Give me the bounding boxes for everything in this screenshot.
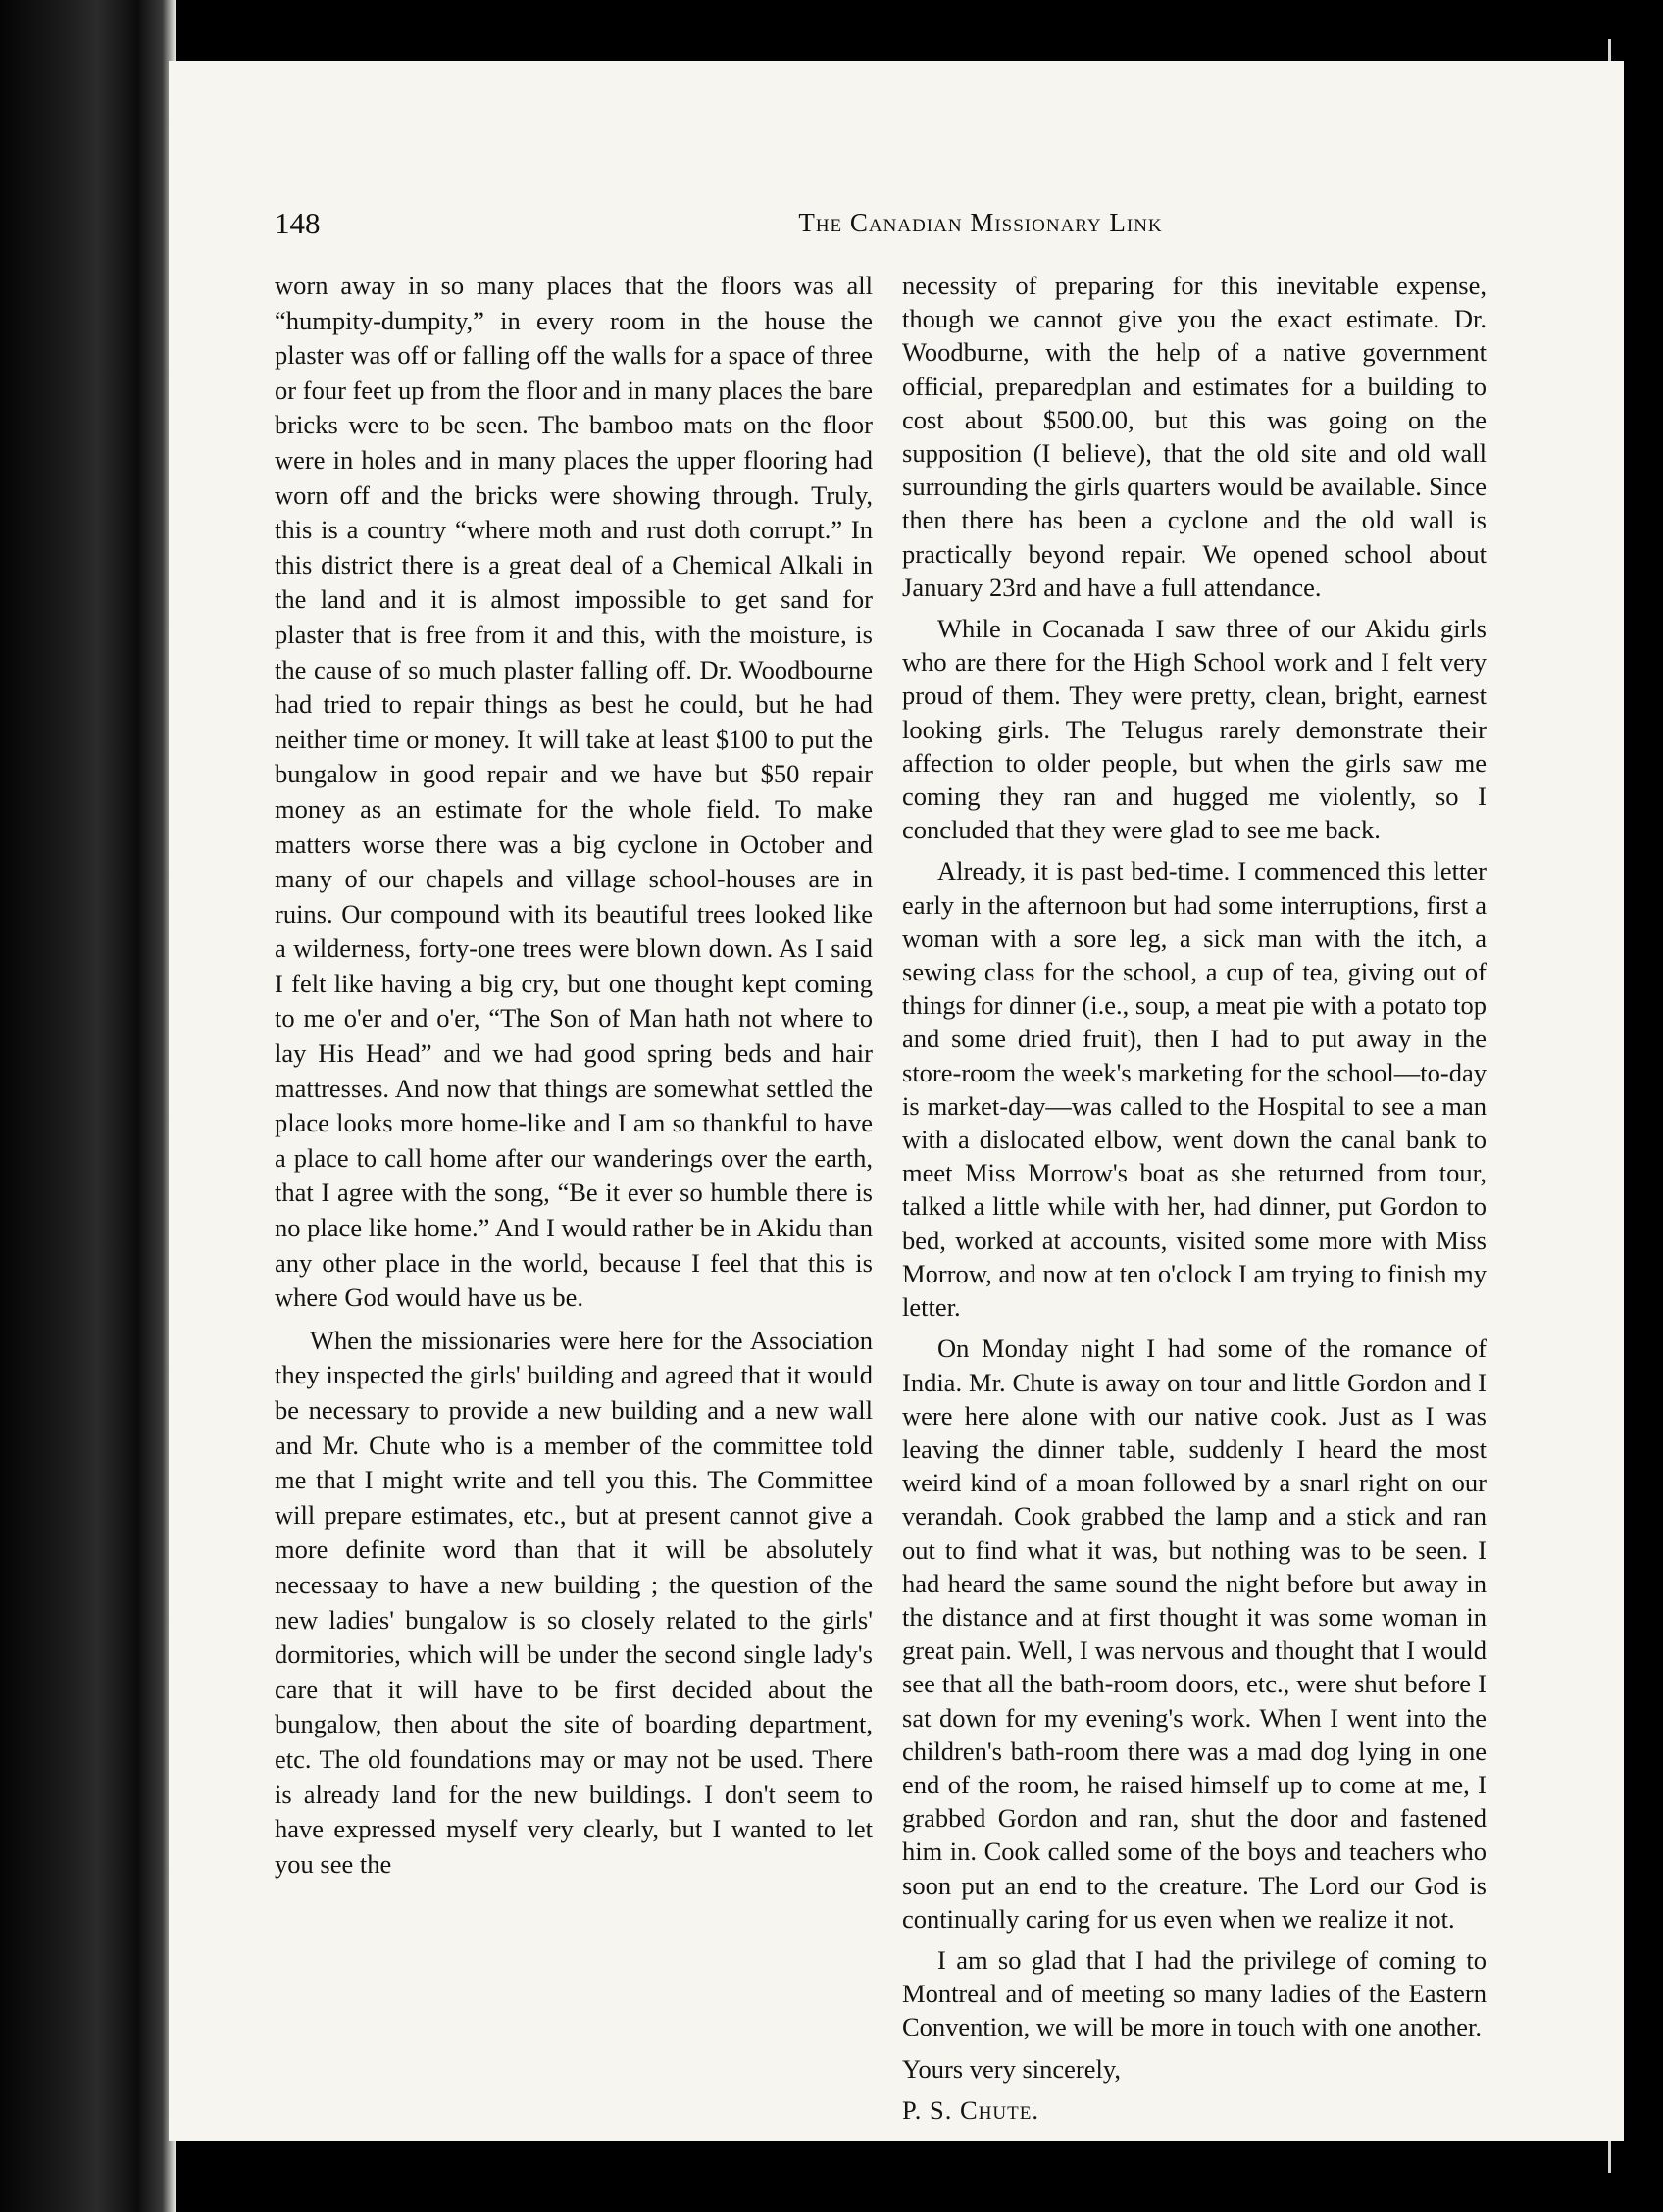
- paragraph: While in Cocanada I saw three of our Akidu girls who are there for the High School work and I felt very proud of them. They were pretty, clean, bright, earnest looking girls. The Telugus rarely demonstrate their affection to older people, but when the girls saw me coming they ran and hugged me violently, so I concluded that they were glad to see me back.: [902, 614, 1487, 845]
- paragraph: worn away in so many places that the floors was all “humpity-dumpity,” in every room in the house the plaster was off or falling off the walls for a space of three or four feet up from the floor and in many places the bare bricks were to be seen. The bamboo mats on the floor were in holes and in many places the upper flooring had worn off and the bricks were showing through. Truly, this is a country “where moth and rust doth corrupt.” In this district there is a great deal of a Chemical Alkali in the land and it is almost impossible to get sand for plaster that is free from it and this, with the moisture, is the cause of so much plaster falling off. Dr. Woodbourne had tried to repair things as best he could, but he had neither time or money. It will take at least $100 to put the bungalow in good repair and we have but $50 repair money as an estimate for the whole field. To make matters worse there was a big cyclone in October and many of our chapels and village school-houses are in ruins. Our compound with its beautiful trees looked like a wilderness, forty-one trees were blown down. As I said I felt like having a big cry, but one thought kept coming to me o'er and o'er, “The Son of Man hath not where to lay His Head” and we had good spring beds and hair mattresses. And now that things are somewhat settled the place looks more home-like and I am so thankful to have a place to call home after our wanderings over the earth, that I agree with the song, “Be it ever so humble there is no place like home.” And I would rather be in Akidu than any other place in the world, because I feel that this is where God would have us be.: [275, 271, 873, 1313]
- paragraph: When the missionaries were here for the Association they inspected the girls' building and agreed that it would be necessary to provide a new building and a new wall and Mr. Chute who is a member of the committee told me that I might write and tell you this. The Committee will prepare estimates, etc., but at present cannot give a more definite word than that it will be absolutely necessaay to have a new building ; the question of the new ladies' bungalow is so closely related to the girls' dormitories, which will be under the second single lady's care that it will have to be first decided about the bungalow, then about the site of boarding department, etc. The old foundations may or may not be used. There is already land for the new buildings. I don't seem to have expressed myself very clearly, but I wanted to let you see the: [275, 1325, 873, 1879]
- paragraph: I am so glad that I had the privilege of coming to Montreal and of meeting so many ladies of the Eastern Convention, we will be more in touch with one another.: [902, 1944, 1487, 2042]
- running-title: The Canadian Missionary Link: [798, 208, 1163, 237]
- paragraph: necessity of preparing for this inevitable expense, though we cannot give you the exact estimate. Dr. Woodburne, with the help of a native government official, preparedplan and estimates for a building to cost about $500.00, but this was going on the supposition (I believe), that the old site and old wall surrounding the girls quarters would be available. Since then there has been a cyclone and the old wall is practically beyond repair. We opened school about January 23rd and have a full attendance.: [902, 271, 1487, 602]
- scanned-page: [169, 61, 1624, 2141]
- paragraph: On Monday night I had some of the romance of India. Mr. Chute is away on tour and little Gordon and I were here alone with our native cook. Just as I was leaving the dinner table, suddenly I heard the most weird kind of a moan followed by a snarl right on our verandah. Cook grabbed the lamp and a stick and ran out to find what it was, but nothing was to be seen. I had heard the same sound the night before but away in the distance and at first thought it was some woman in great pain. Well, I was nervous and thought that I would see that all the bath-room doors, etc., were shut before I sat down for my evening's work. When I went into the children's bath-room there was a mad dog lying in one end of the room, he raised himself up to come at me, I grabbed Gordon and ran, shut the door and fastened him in. Cook called some of the boys and teachers who soon put an end to the creature. The Lord our God is continually caring for us even when we realize it not.: [902, 1333, 1487, 1934]
- right-column: [902, 269, 1487, 2135]
- letter-signature: P. S. Chute.: [902, 2094, 1039, 2125]
- letter-closing: Yours very sincerely,: [902, 2053, 1122, 2084]
- paragraph: Already, it is past bed-time. I commenced this letter early in the afternoon but had some interruptions, first a woman with a sore leg, a sick man with the itch, a sewing class for the school, a cup of tea, giving out of things for dinner (i.e., soup, a meat pie with a potato top and some dried fruit), then I had to put away in the store-room the week's marketing for the school—to-day is market-day—was called to the Hospital to see a man with a dislocated elbow, went down the canal bank to meet Miss Morrow's boat as she returned from tour, talked a little while with her, had dinner, put Gordon to bed, worked at accounts, visited some more with Miss Morrow, and now at ten o'clock I am trying to finish my letter.: [902, 856, 1487, 1323]
- page-header: [275, 206, 1638, 255]
- book-spine: [0, 0, 176, 2212]
- page-number: 148: [275, 206, 321, 240]
- left-column: [275, 269, 873, 1889]
